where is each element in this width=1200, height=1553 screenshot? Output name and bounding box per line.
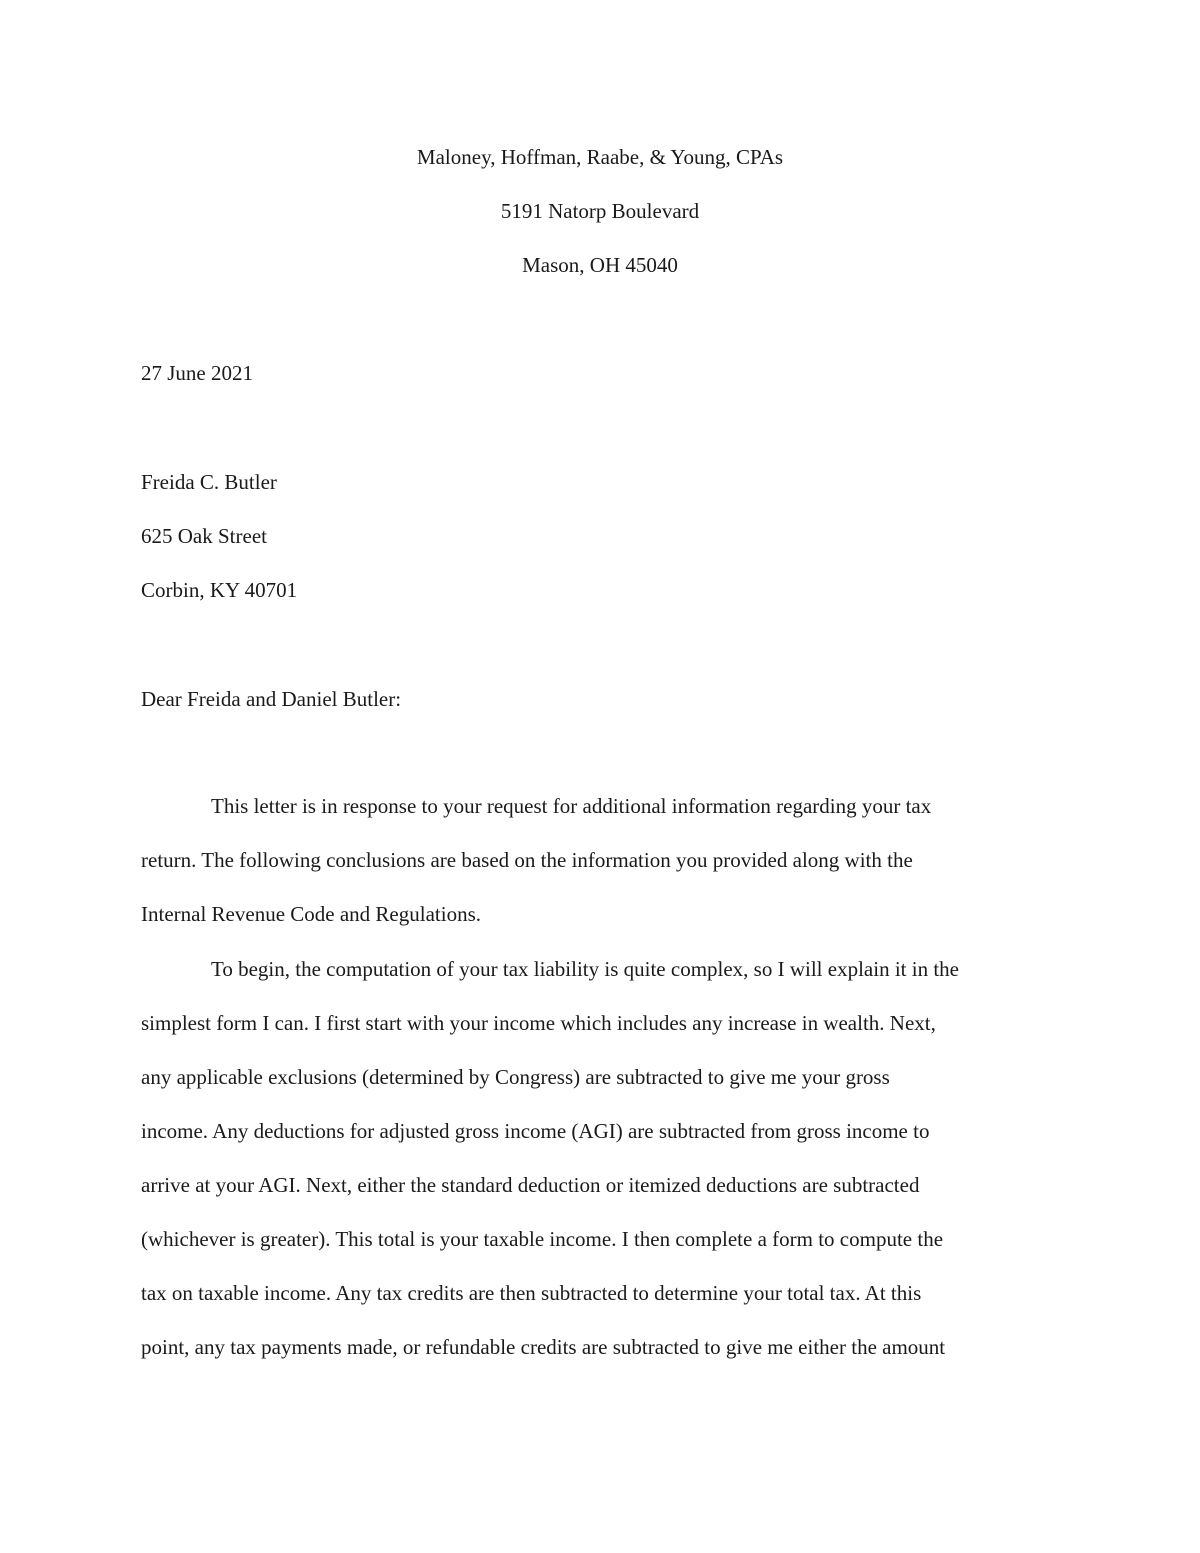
paragraph2-line: (whichever is greater). This total is your taxable income. I then complete a form to compute the (141, 1227, 944, 1251)
paragraph2-line: any applicable exclusions (determined by Congress) are subtracted to give me your gross (141, 1065, 890, 1089)
letter-date: 27 June 2021 (141, 361, 253, 385)
paragraph2-line: point, any tax payments made, or refundable credits are subtracted to give me either the amount (141, 1335, 946, 1359)
paragraph2-line: arrive at your AGI. Next, either the standard deduction or itemized deductions are subtracted (141, 1173, 920, 1197)
paragraph2-line: To begin, the computation of your tax liability is quite complex, so I will explain it in the (211, 957, 959, 981)
sender-street: 5191 Natorp Boulevard (500, 199, 700, 223)
recipient-name: Freida C. Butler (141, 470, 277, 494)
sender-firm: Maloney, Hoffman, Raabe, & Young, CPAs (416, 145, 784, 169)
paragraph2-line: tax on taxable income. Any tax credits are then subtracted to determine your total tax. At this (141, 1281, 922, 1305)
paragraph1-line: return. The following conclusions are based on the information you provided along with the (141, 848, 913, 872)
paragraph1-line: Internal Revenue Code and Regulations. (141, 902, 481, 926)
sender-city-state-zip: Mason, OH 45040 (522, 253, 678, 277)
paragraph2-line: simplest form I can. I first start with your income which includes any increase in wealth. Next, (141, 1011, 936, 1035)
recipient-city-state-zip: Corbin, KY 40701 (141, 578, 298, 602)
salutation: Dear Freida and Daniel Butler: (141, 687, 402, 711)
recipient-street: 625 Oak Street (141, 524, 267, 548)
paragraph2-line: income. Any deductions for adjusted gross income (AGI) are subtracted from gross income to (141, 1119, 930, 1143)
paragraph1-line: This letter is in response to your request for additional information regarding your tax (211, 794, 932, 818)
